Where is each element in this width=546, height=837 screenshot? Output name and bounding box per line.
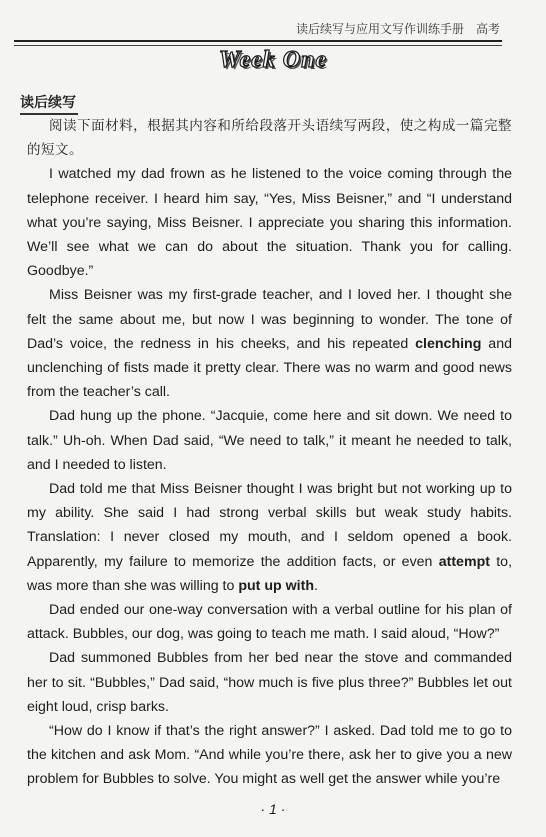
page-number: · 1 · (260, 801, 286, 817)
paragraph-3: Dad hung up the phone. “Jacquie, come here and sit down. We need to talk.” Uh-oh. When Dad said, “We need to talk,” it meant he needed to talk, and I needed to listen. (27, 408, 512, 473)
keyword-put-up-with: put up with (238, 577, 314, 594)
running-header: 读后续写与应用文写作训练手册 高考 (295, 22, 500, 36)
week-title: Week One (218, 47, 328, 73)
paragraph-4-text: Dad told me that Miss Beisner thought I was bright but not working up to my ability. She said I had strong verbal skills but weak study habits. Translation: I never closed my mouth, and I seldom opened a book. Apparently, my failure to memorize the addition facts, or even (27, 481, 512, 570)
instruction-text: 阅读下面材料，根据其内容和所给段落开头语续写两段，使之构成一篇完整的短文。 (27, 118, 512, 159)
paragraph-4-text-end: . (314, 577, 318, 594)
paragraph-4-text-mid: to, was more than she was willing to (27, 553, 513, 594)
paragraph-5: Dad ended our one-way conversation with a verbal outline for his plan of attack. Bubbles, our dog, was going to teach me math. I said aloud, “How?” (27, 602, 512, 643)
keyword-attempt: attempt (438, 553, 490, 570)
header-rule (14, 40, 502, 42)
paragraph-2-text-end: and unclenching of fists made it pretty clear. There was no warm and good news from the teacher’s call. (27, 335, 512, 401)
article-body (27, 114, 512, 792)
paragraph-7: “How do I know if that’s the right answer?” I asked. Dad told me to go to the kitchen and ask Mom. “And while you’re there, ask her to give you a new problem for Bubbles to solve. You might as well get the answer while you’re (27, 723, 512, 788)
paragraph-2 (27, 283, 512, 404)
section-heading: 读后续写 (20, 95, 76, 111)
paragraph-2-text: Miss Beisner was my first-grade teacher, and I loved her. I thought she felt the same about me, but now I was beginning to wonder. The tone of Dad’s voice, the redness in his cheeks, and his repeated (27, 287, 512, 352)
paragraph-1: I watched my dad frown as he listened to the voice coming through the telephone receiver. I heard him say, “Yes, Miss Beisner,” and “I understand what you’re saying, Miss Beisner. I appreciate you sharing this information. We’ll see what we can do about the situation. Thank you for calling. Goodbye.” (27, 166, 512, 280)
keyword-clenching: clenching (415, 335, 482, 352)
paragraph-6: Dad summoned Bubbles from her bed near the stove and commanded her to sit. “Bubbles,” Dad said, “how much is five plus three?” Bubbles let out eight loud, crisp barks. (27, 650, 512, 715)
paragraph-4 (27, 477, 512, 598)
header-rule-thin (14, 45, 502, 46)
